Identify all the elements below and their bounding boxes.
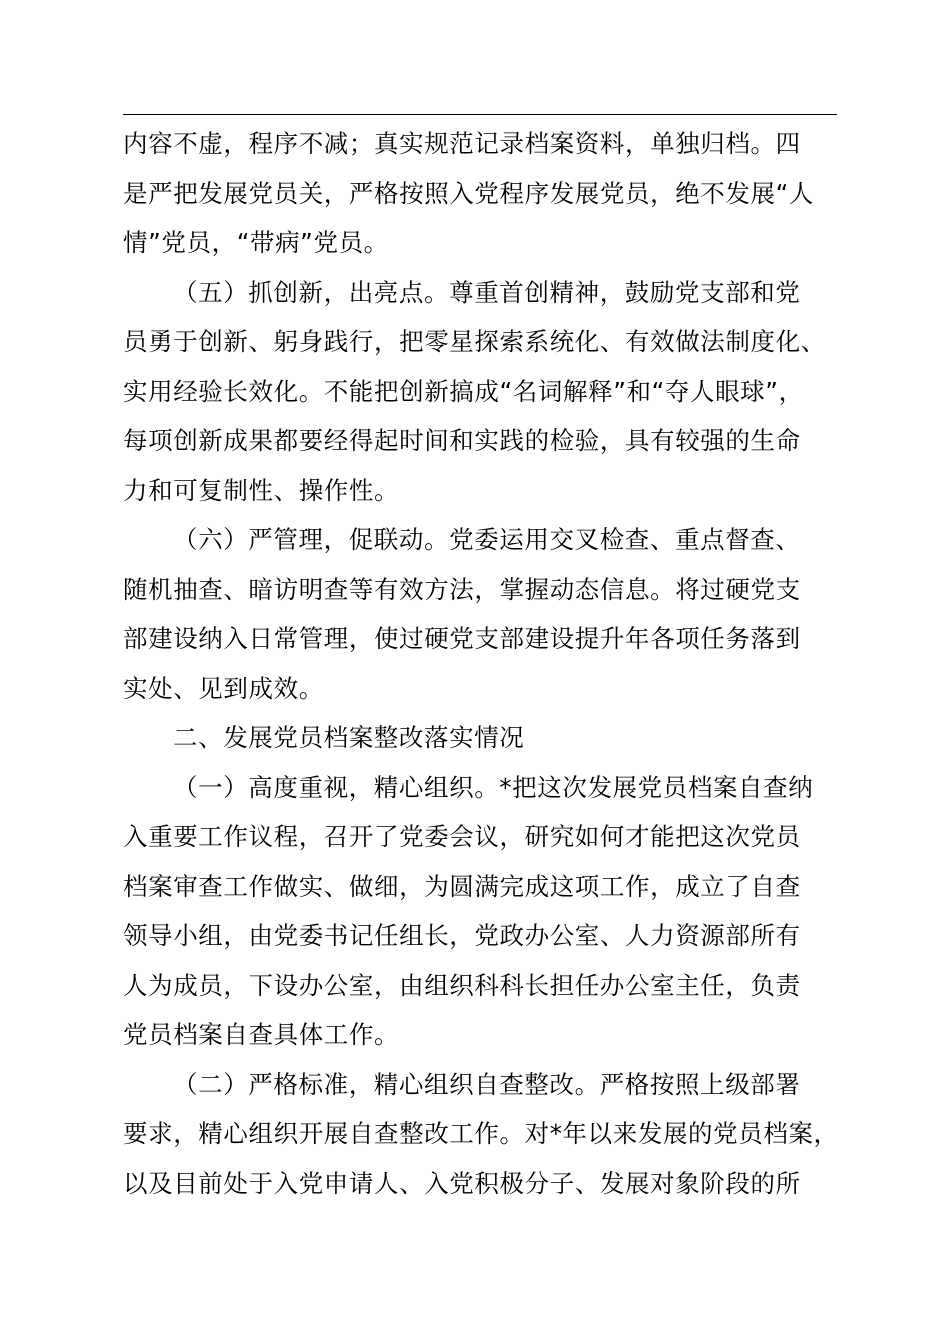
text-line: 人为成员，下设办公室，由组织科科长担任办公室主任，负责 [123, 970, 801, 1000]
section-heading: 二、发展党员档案整改落实情况 [173, 723, 525, 752]
text-line: 领导小组，由党委书记任组长，党政办公室、人力资源部所有 [123, 921, 801, 950]
document-body [123, 119, 853, 1208]
text-line: 每项创新成果都要经得起时间和实践的检验，具有较强的生命 [123, 426, 801, 455]
text-line: 力和可复制性、操作性。 [123, 475, 400, 505]
paragraph-start-line: （一）高度重视，精心组织。*把这次发展党员档案自查纳 [173, 772, 814, 802]
text-line: 随机抽查、暗访明查等有效方法，掌握动态信息。将过硬党支 [123, 574, 801, 604]
text-line: 以及目前处于入党申请人、入党积极分子、发展对象阶段的所 [123, 1168, 801, 1198]
text-line: 要求，精心组织开展自查整改工作。对*年以来发展的党员档案， [123, 1119, 839, 1148]
text-line: 部建设纳入日常管理，使过硬党支部建设提升年各项任务落到 [123, 624, 801, 653]
paragraph-start-line: （五）抓创新，出亮点。尊重首创精神，鼓励党支部和党 [173, 277, 801, 307]
text-line: 实处、见到成效。 [123, 673, 324, 703]
text-line: 档案审查工作做实、做细，为圆满完成这项工作，成立了自查 [123, 871, 801, 901]
paragraph-start-line: （六）严管理，促联动。党委运用交叉检查、重点督查、 [173, 525, 801, 554]
paragraph-start-line: （二）严格标准，精心组织自查整改。严格按照上级部署 [173, 1069, 801, 1099]
text-line: 是严把发展党员关，严格按照入党程序发展党员，绝不发展“人 [123, 178, 814, 208]
header-rule [123, 114, 837, 115]
text-line: 情”党员，“带病”党员。 [123, 228, 389, 257]
text-line: 内容不虚，程序不减；真实规范记录档案资料，单独归档。四 [123, 129, 801, 158]
text-line: 入重要工作议程，召开了党委会议，研究如何才能把这次党员 [123, 822, 801, 851]
text-line: 党员档案自查具体工作。 [123, 1020, 400, 1049]
text-line: 实用经验长效化。不能把创新搞成“名词解释”和“夺人眼球”， [123, 376, 804, 406]
text-line: 员勇于创新、躬身践行，把零星探索系统化、有效做法制度化、 [123, 327, 826, 356]
